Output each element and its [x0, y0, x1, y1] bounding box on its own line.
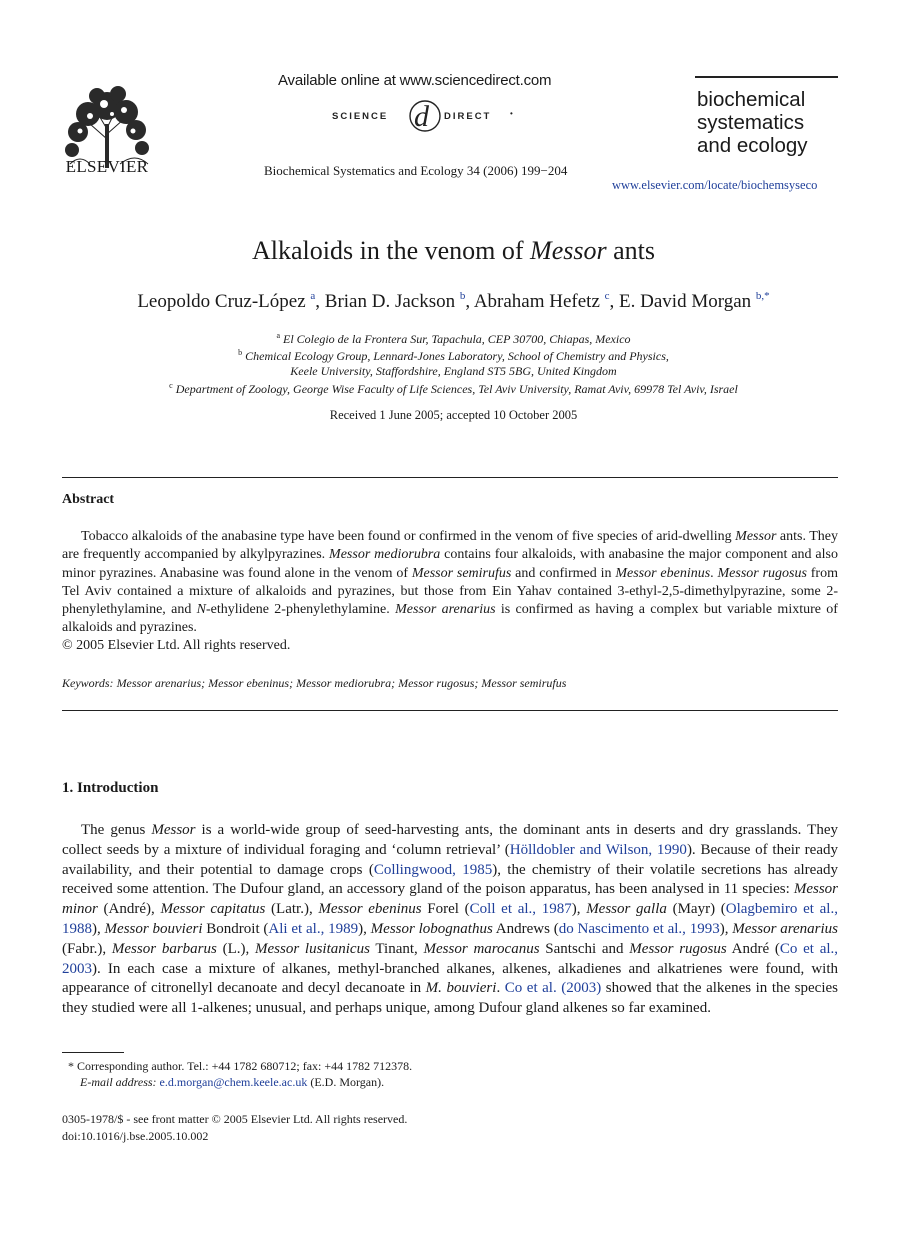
- abstract-bottom-rule: [62, 710, 838, 711]
- article-title: [0, 236, 907, 266]
- author-name[interactable]: Leopoldo Cruz-López: [137, 291, 306, 312]
- citation-link[interactable]: Co et al. (2003): [504, 980, 602, 997]
- keywords: [62, 676, 566, 691]
- affiliation-text: Department of Zoology, George Wise Faculty of Life Sciences, Tel Aviv University, Ramat Aviv, 69978 Tel Aviv, Israel: [175, 382, 738, 396]
- section-heading-introduction: 1. Introduction: [62, 780, 159, 796]
- author-name[interactable]: E. David Morgan: [619, 291, 752, 312]
- available-online-text: Available online at www.sciencedirect.com: [278, 72, 552, 89]
- author-separator: ,: [609, 291, 620, 312]
- citation-link[interactable]: Olagbemiro et al., 1988: [62, 901, 838, 937]
- citation-link[interactable]: Coll et al., 1987: [469, 901, 572, 918]
- citation-link[interactable]: Ali et al., 1989: [268, 920, 359, 937]
- doi: doi:10.1016/j.bse.2005.10.002: [62, 1129, 209, 1143]
- title-genus: Messor: [530, 236, 607, 265]
- author-affiliation-mark[interactable]: b,*: [755, 290, 770, 302]
- corresponding-author-note: * Corresponding author. Tel.: +44 1782 680712; fax: +44 1782 712378.: [68, 1059, 413, 1073]
- author-affiliation-mark[interactable]: a: [310, 290, 316, 302]
- author-name[interactable]: Brian D. Jackson: [324, 291, 456, 312]
- title-part: Alkaloids in the venom of: [252, 236, 531, 265]
- journal-name-rule: [695, 76, 838, 78]
- svg-text:•: •: [510, 109, 513, 118]
- keywords-label: Keywords:: [62, 676, 114, 690]
- author-affiliation-mark[interactable]: c: [604, 290, 610, 302]
- journal-url-link[interactable]: www.elsevier.com/locate/biochemsyseco: [612, 178, 818, 192]
- affiliation-a: $^a$ El Colegio de la Frontera Sur, Tapachula, CEP 30700, Chiapas, Mexico: [276, 331, 631, 346]
- journal-name-line-3: and ecology: [697, 134, 808, 157]
- email-note: [80, 1075, 384, 1090]
- author-separator: ,: [465, 291, 474, 312]
- email-link[interactable]: e.d.morgan@chem.keele.ac.uk: [159, 1075, 308, 1089]
- author-separator: ,: [315, 291, 325, 312]
- publisher-name: ELSEVIER: [65, 157, 149, 176]
- sciencedirect-logo: [332, 96, 522, 136]
- journal-name-line-2: systematics: [697, 111, 805, 134]
- affiliation-text: El Colegio de la Frontera Sur, Tapachula, CEP 30700, Chiapas, Mexico: [283, 332, 631, 346]
- issn-front-matter: 0305-1978/$ - see front matter © 2005 Elsevier Ltd. All rights reserved.: [62, 1112, 408, 1126]
- affiliation-b-continued: Keele University, Staffordshire, England ST5 5BG, United Kingdom: [290, 364, 617, 378]
- sd-logo-left-text: SCIENCE: [332, 111, 389, 122]
- abstract-copyright: © 2005 Elsevier Ltd. All rights reserved.: [62, 638, 291, 653]
- affiliation-c: $^c$ Department of Zoology, George Wise Faculty of Life Sciences, Tel Aviv University, Ramat Aviv, 69978 Tel Aviv, Israel: [169, 381, 738, 396]
- abstract-heading: Abstract: [62, 492, 115, 507]
- abstract-body: Tobacco alkaloids of the anabasine type have been found or confirmed in the venom of five species of arid-dwelling Messor ants. They are frequently accompanied by alkylpyrazines. Messor mediorubra contains four alkaloids, with anabasine the major component and also minor pyrazines. Anabasine was found alone in the venom of Messor semirufus and confirmed in Messor ebeninus. Messor rugosus from Tel Aviv contained a mixture of alkaloids and pyrazines, but those from Ein Yahav contained 3-ethyl-2,5-dimethylpyrazine, some 2-phenylethylamine, and N-ethylidene 2-phenylethylamine. Messor arenarius is confirmed as having a complex but variable mixture of alkaloids and pyrazines.: [62, 529, 838, 636]
- author-list: [0, 290, 907, 313]
- email-suffix: (E.D. Morgan).: [310, 1075, 385, 1089]
- author-name[interactable]: Abraham Hefetz: [473, 291, 600, 312]
- title-part: ants: [606, 236, 655, 265]
- citation-link[interactable]: do Nascimento et al., 1993: [558, 920, 720, 937]
- received-dates: Received 1 June 2005; accepted 10 October 2005: [329, 408, 578, 422]
- svg-text:d: d: [414, 100, 429, 133]
- citation-link[interactable]: Co et al., 2003: [62, 940, 839, 977]
- introduction-paragraph: The genus Messor is a world-wide group of seed-harvesting ants, the dominant ants in deserts and dry grasslands. They collect seeds by a mixture of individual foraging and ‘column retrieval’ (Hölldobler and Wilson, 1990). Because of their ready availability, and their potential to damage crops (Collingwood, 1985), the chemistry of their volatile secretions has already received some attention. The Dufour gland, an accessory gland of the poison apparatus, has been analysed in 11 species: Messor minor (André), Messor capitatus (Latr.), Messor ebeninus Forel (Coll et al., 1987), Messor galla (Mayr) (Olagbemiro et al., 1988), Messor bouvieri Bondroit (Ali et al., 1989), Messor lobognathus Andrews (do Nascimento et al., 1993), Messor arenarius (Fabr.), Messor barbarus (L.), Messor lusitanicus Tinant, Messor marocanus Santschi and Messor rugosus André (Co et al., 2003). In each case a mixture of alkanes, methyl-branched alkanes, alkenes, alkadienes and alkatrienes were found, with appearance of citronellyl decanoate and decyl decanoate in M. bouvieri. Co et al. (2003) showed that the alkenes in the species they studied were all 1-alkenes; unusual, and perhaps unique, among Dufour gland alkenes so far examined.: [62, 822, 839, 1017]
- email-label: E-mail address:: [80, 1075, 157, 1089]
- keywords-list: Messor arenarius; Messor ebeninus; Messor mediorubra; Messor rugosus; Messor semirufus: [116, 676, 567, 690]
- affiliation-text: Chemical Ecology Group, Lennard-Jones Laboratory, School of Chemistry and Physics,: [245, 349, 669, 363]
- citation-link[interactable]: Collingwood, 1985: [373, 861, 493, 878]
- abstract-top-rule: [62, 477, 838, 478]
- journal-name-line-1: biochemical: [697, 88, 806, 111]
- citation-link[interactable]: Hölldobler and Wilson, 1990: [509, 841, 687, 858]
- author-affiliation-mark[interactable]: b: [459, 290, 466, 302]
- affiliation-b: $^b$ Chemical Ecology Group, Lennard-Jones Laboratory, School of Chemistry and Physics,: [238, 348, 669, 363]
- journal-citation: Biochemical Systematics and Ecology 34 (2006) 199−204: [264, 163, 568, 178]
- sd-logo-right-text: DIRECT: [444, 111, 492, 122]
- footnote-rule: [62, 1052, 124, 1053]
- journal-name: [697, 88, 847, 157]
